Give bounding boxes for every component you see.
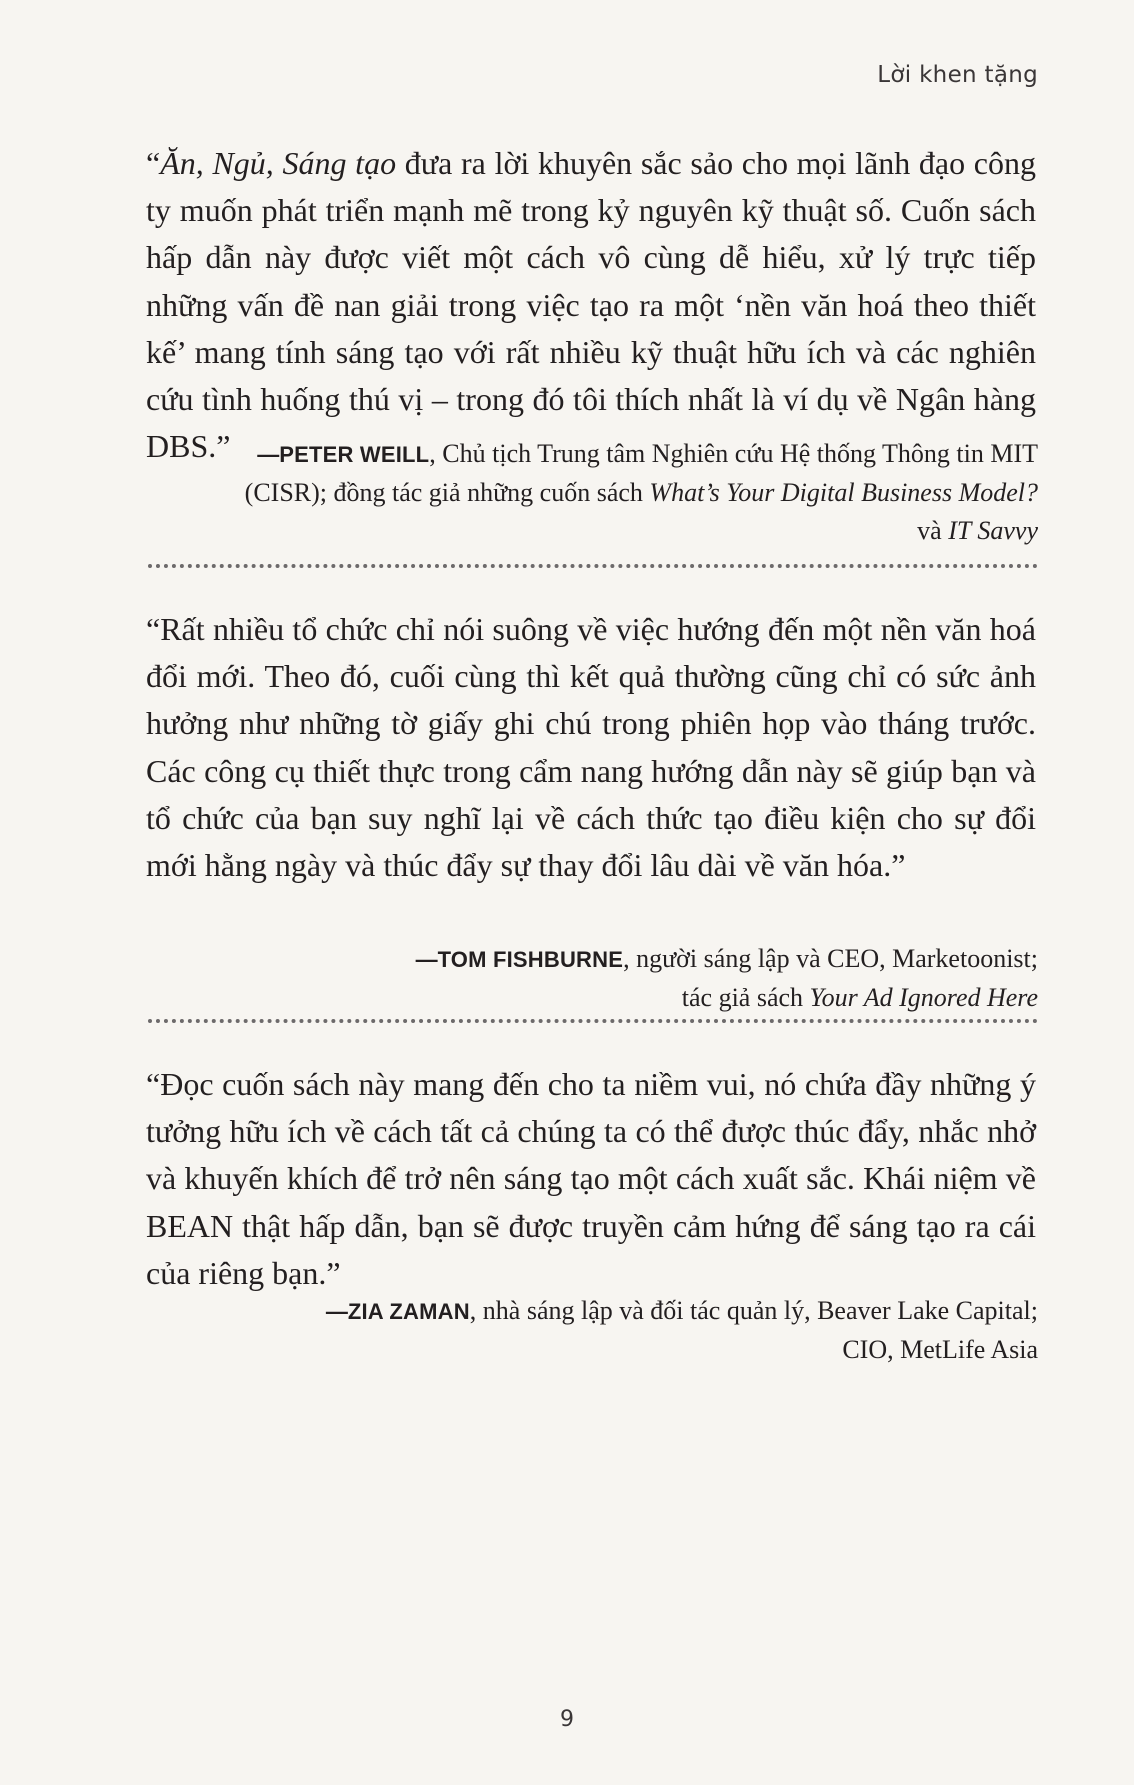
attribution-role-line-two: tác giả sách bbox=[681, 983, 810, 1012]
attribution-dash: — bbox=[325, 1299, 348, 1324]
attribution-book: Your Ad Ignored Here bbox=[809, 983, 1038, 1012]
attribution-conjunction: và bbox=[917, 516, 949, 545]
page-number: 9 bbox=[560, 1707, 574, 1732]
attribution-dash: — bbox=[257, 442, 280, 467]
section-divider bbox=[148, 1019, 1038, 1023]
attribution-name: ZIA ZAMAN bbox=[347, 1299, 470, 1324]
quote-open-mark: “ bbox=[146, 145, 161, 181]
attribution-dash: — bbox=[415, 947, 438, 972]
section-divider bbox=[148, 564, 1038, 568]
testimonial-attribution-3 bbox=[238, 1292, 1038, 1369]
testimonial-attribution-1 bbox=[238, 435, 1038, 550]
attribution-role: , Chủ tịch Trung tâm Nghiên cứu Hệ thống Thông tin MIT (CISR); đồng tác giả những cuốn sách bbox=[244, 439, 1038, 507]
attribution-role-line-two: CIO, MetLife Asia bbox=[842, 1335, 1038, 1364]
attribution-role-line-one: , người sáng lập và CEO, Marketoonist; bbox=[623, 944, 1038, 973]
attribution-book-one: What’s Your Digital Business Model? bbox=[649, 478, 1038, 507]
running-header: Lời khen tặng bbox=[877, 62, 1038, 88]
attribution-name: PETER WEILL bbox=[279, 442, 430, 467]
attribution-role-line-one: , nhà sáng lập và đối tác quản lý, Beaver Lake Capital; bbox=[469, 1296, 1038, 1325]
quote-body: đưa ra lời khuyên sắc sảo cho mọi lãnh đạo công ty muốn phát triển mạnh mẽ trong kỷ nguyên kỹ thuật số. Cuốn sách hấp dẫn này được viết một cách vô cùng dễ hiểu, xử lý trực tiếp những vấn đề nan giải trong việc tạo ra một ‘nền văn hoá theo thiết kế’ mang tính sáng tạo với rất nhiều kỹ thuật hữu ích và các nghiên cứu tình huống thú vị – trong đó tôi thích nhất là ví dụ về Ngân hàng DBS.” bbox=[146, 145, 1037, 465]
book-title-italic: Ăn, Ngủ, Sáng tạo bbox=[160, 145, 397, 181]
testimonial-attribution-2 bbox=[238, 940, 1038, 1017]
testimonial-quote-2: “Rất nhiều tổ chức chỉ nói suông về việc hướng đến một nền văn hoá đổi mới. Theo đó, cuối cùng thì kết quả thường cũng chỉ có sức ảnh hưởng như những tờ giấy ghi chú trong phiên họp vào tháng trước. Các công cụ thiết thực trong cẩm nang hướng dẫn này sẽ giúp bạn và tổ chức của bạn suy nghĩ lại về cách thức tạo điều kiện cho sự đổi mới hằng ngày và thúc đẩy sự thay đổi lâu dài về văn hóa.” bbox=[146, 611, 1036, 884]
attribution-book-two: IT Savvy bbox=[948, 516, 1038, 545]
testimonial-quote-3: “Đọc cuốn sách này mang đến cho ta niềm vui, nó chứa đầy những ý tưởng hữu ích về cách tất cả chúng ta có thể được thúc đẩy, nhắc nhở và khuyến khích để trở nên sáng tạo một cách xuất sắc. Khái niệm về BEAN thật hấp dẫn, bạn sẽ được truyền cảm hứng để sáng tạo ra cái của riêng bạn.” bbox=[146, 1066, 1036, 1291]
testimonial-quote-1 bbox=[146, 140, 1036, 470]
attribution-name: TOM FISHBURNE bbox=[437, 947, 624, 972]
